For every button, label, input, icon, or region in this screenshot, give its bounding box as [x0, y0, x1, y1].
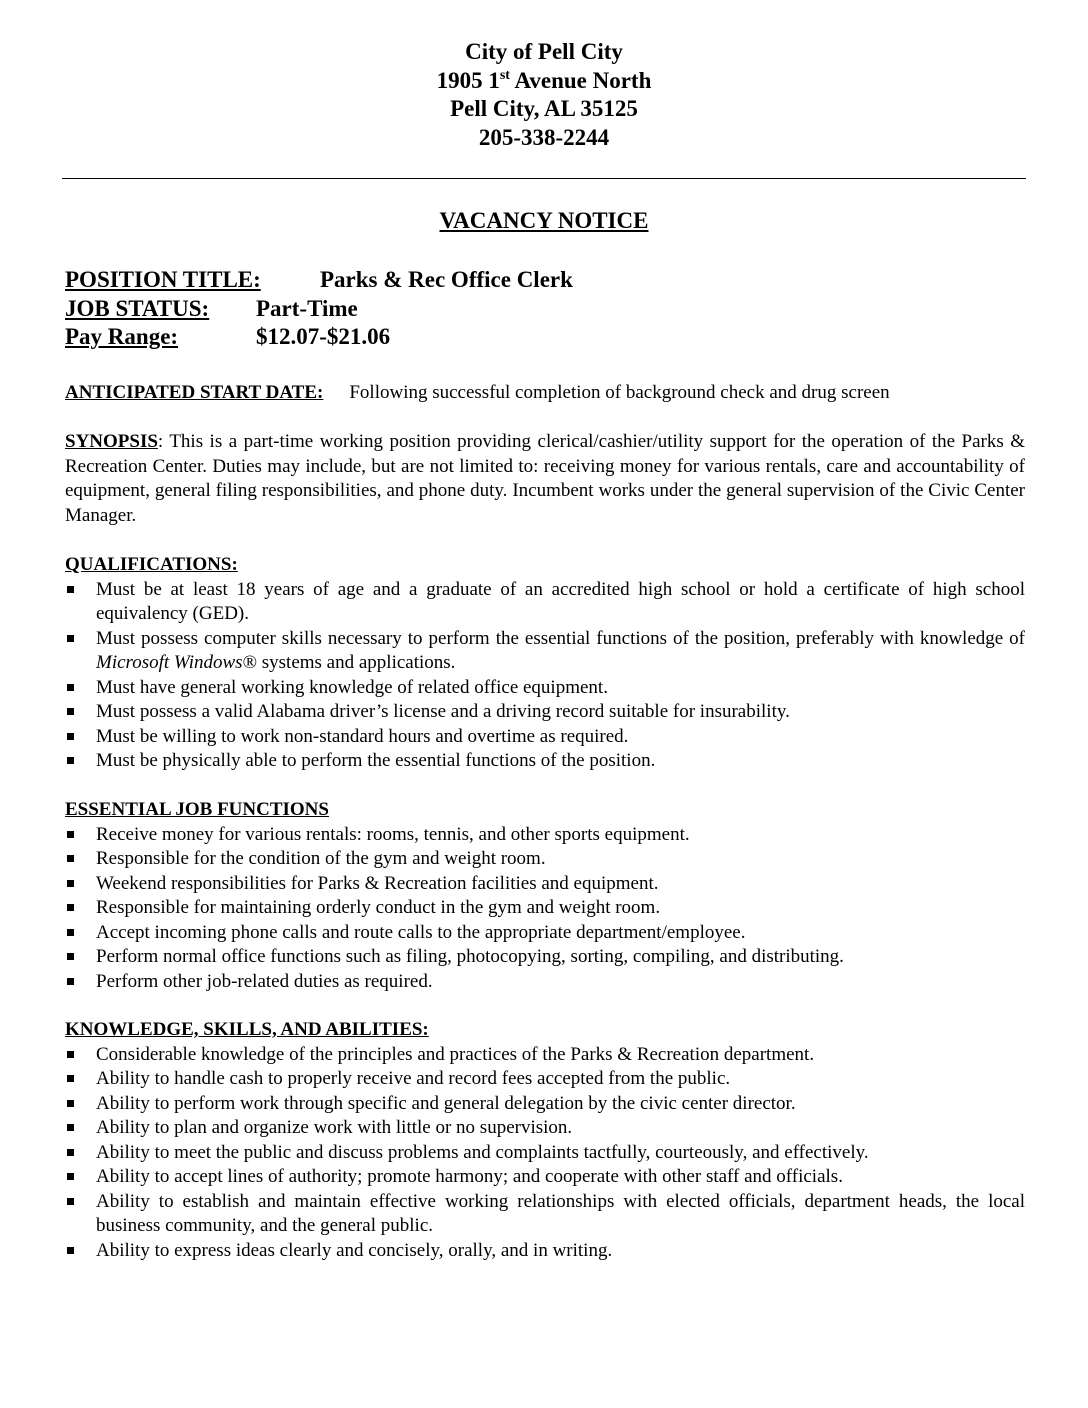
synopsis-label: SYNOPSIS — [65, 431, 158, 452]
job-status-row — [65, 295, 358, 324]
start-date-label: ANTICIPATED START DATE: — [65, 382, 324, 403]
bullet-icon — [67, 1051, 74, 1058]
start-date-value: Following successful completion of background check and drug screen — [349, 382, 890, 403]
bullet-icon — [67, 953, 74, 960]
letterhead — [0, 38, 1088, 152]
start-date-line — [65, 381, 1025, 406]
list-item: Must possess a valid Alabama driver’s license and a driving record suitable for insurability. — [65, 700, 1025, 725]
list-item: Ability to handle cash to properly receive and record fees accepted from the public. — [65, 1067, 1025, 1092]
essential-functions-section — [65, 798, 1025, 994]
bullet-icon — [67, 708, 74, 715]
ksa-section — [65, 1018, 1025, 1263]
list-item: Ability to establish and maintain effective working relationships with elected officials, department heads, the local business community, and the general public. — [65, 1190, 1025, 1239]
list-item: Accept incoming phone calls and route calls to the appropriate department/employee. — [65, 921, 1025, 946]
bullet-icon — [67, 1124, 74, 1131]
bullet-icon — [67, 1149, 74, 1156]
bullet-icon — [67, 831, 74, 838]
qualifications-section — [65, 553, 1025, 774]
list-item: Ability to accept lines of authority; promote harmony; and cooperate with other staff and officials. — [65, 1165, 1025, 1190]
list-item: Responsible for maintaining orderly conduct in the gym and weight room. — [65, 896, 1025, 921]
street-ordinal: st — [499, 67, 510, 83]
bullet-icon — [67, 1198, 74, 1205]
bullet-icon — [67, 978, 74, 985]
synopsis-text: : This is a part-time working position providing clerical/cashier/utility support for the operation of the Parks & Recreation Center. Duties may include, but are not limited to: receiving money for various rentals, care and accountability of equipment, general filing responsibilities, and phone duty. Incumbent works under the general supervision of the Civic Center Manager. — [65, 431, 1025, 526]
bullet-icon — [67, 586, 74, 593]
bullet-icon — [67, 880, 74, 887]
street-address — [0, 67, 1088, 96]
list-item: Perform normal office functions such as filing, photocopying, sorting, compiling, and distributing. — [65, 945, 1025, 970]
list-item: Ability to plan and organize work with little or no supervision. — [65, 1116, 1025, 1141]
list-item: Responsible for the condition of the gym and weight room. — [65, 847, 1025, 872]
city-name: City of Pell City — [465, 39, 623, 64]
bullet-icon — [67, 855, 74, 862]
bullet-icon — [67, 684, 74, 691]
list-item: Must be physically able to perform the essential functions of the position. — [65, 749, 1025, 774]
position-title-row — [65, 266, 573, 295]
bullet-icon — [67, 635, 74, 642]
ksa-heading: KNOWLEDGE, SKILLS, AND ABILITIES: — [65, 1019, 429, 1040]
list-item: Receive money for various rentals: rooms, tennis, and other sports equipment. — [65, 823, 1025, 848]
ksa-list — [65, 1043, 1025, 1264]
list-item: Ability to perform work through specific and general delegation by the civic center director. — [65, 1092, 1025, 1117]
notice-title: VACANCY NOTICE — [439, 208, 649, 233]
header-divider — [62, 178, 1026, 179]
qualifications-heading: QUALIFICATIONS: — [65, 554, 238, 575]
job-status-value: Part-Time — [256, 295, 358, 321]
job-status-label: JOB STATUS: — [65, 295, 210, 321]
position-title-value: Parks & Rec Office Clerk — [320, 267, 573, 292]
position-block — [65, 266, 573, 352]
list-item: Must be at least 18 years of age and a graduate of an accredited high school or hold a certificate of high school equivalency (GED). — [65, 578, 1025, 627]
synopsis-paragraph — [65, 430, 1025, 528]
bullet-icon — [67, 1173, 74, 1180]
essential-functions-list — [65, 823, 1025, 995]
phone-number: 205-338-2244 — [478, 124, 610, 150]
street-name: Avenue North — [509, 67, 652, 93]
bullet-icon — [67, 1100, 74, 1107]
software-name: Microsoft Windows — [96, 652, 243, 673]
list-item: Ability to express ideas clearly and concisely, orally, and in writing. — [65, 1239, 1025, 1264]
qualifications-list — [65, 578, 1025, 774]
position-title-label: POSITION TITLE: — [65, 267, 261, 292]
city-state-zip: Pell City, AL 35125 — [450, 96, 638, 121]
bullet-icon — [67, 757, 74, 764]
list-item: Ability to meet the public and discuss problems and complaints tactfully, courteously, and effectively. — [65, 1141, 1025, 1166]
pay-range-label: Pay Range: — [65, 324, 179, 349]
list-item: Must possess computer skills necessary to perform the essential functions of the position, preferably with knowledge of Microsoft Windows® systems and applications. — [65, 627, 1025, 676]
bullet-icon — [67, 1075, 74, 1082]
bullet-icon — [67, 1247, 74, 1254]
bullet-icon — [67, 929, 74, 936]
list-item: Must be willing to work non-standard hours and overtime as required. — [65, 725, 1025, 750]
list-item: Perform other job-related duties as required. — [65, 970, 1025, 995]
essential-functions-heading: ESSENTIAL JOB FUNCTIONS — [65, 799, 329, 820]
bullet-icon — [67, 733, 74, 740]
pay-range-value: $12.07-$21.06 — [256, 324, 391, 349]
list-item: Must have general working knowledge of related office equipment. — [65, 676, 1025, 701]
list-item: Weekend responsibilities for Parks & Recreation facilities and equipment. — [65, 872, 1025, 897]
street-number: 1905 1 — [436, 67, 500, 93]
list-item: Considerable knowledge of the principles and practices of the Parks & Recreation department. — [65, 1043, 1025, 1068]
pay-range-row — [65, 323, 391, 352]
bullet-icon — [67, 904, 74, 911]
